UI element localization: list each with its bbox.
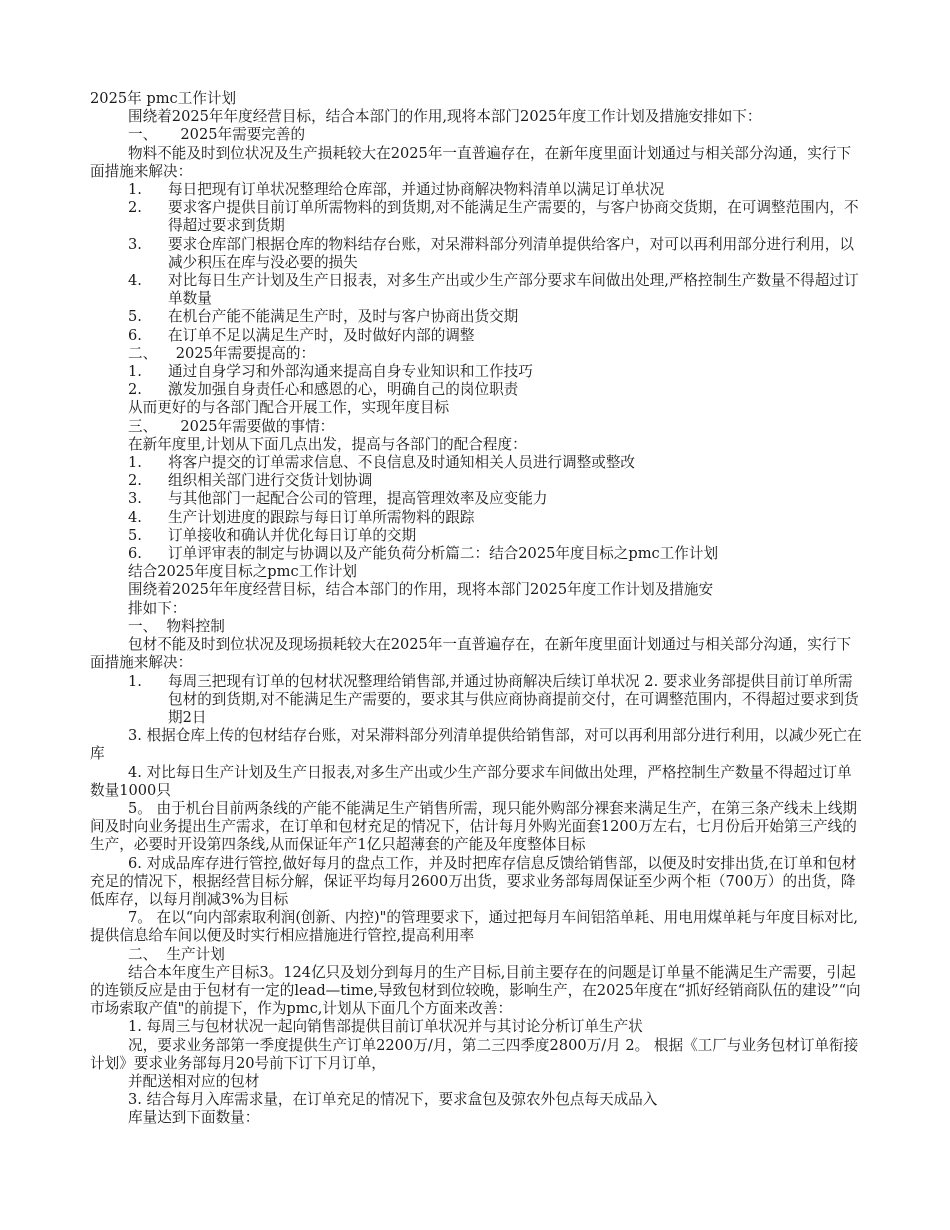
article-2-item-3: 3. 根据仓库上传的包材结存台账，对呆滞料部分列清单提供给销售部，对可以再利用部分进行利用，以减少死亡在库 [90,727,862,763]
article-2-plan-item-3-continued: 库量达到下面数量： [128,1109,260,1127]
list-item: 3. 要求仓库部门根据仓库的物料结存台账，对呆滞料部分列清单提供给客户，对可以再利用部分进行利用，以减少积压在库与没必要的损失 [128,235,854,271]
list-item: 2. 激发加强自身责任心和感恩的心，明确自己的岗位职责 [128,381,519,399]
section-2-list [90,363,862,399]
list-item: 6. 在订单不足以满足生产时，及时做好内部的调整 [128,326,475,344]
article-2-plan-item-3: 3. 结合每月入库需求量，在订单充足的情况下，要求盒包及弶农外包点每天成品入 [128,1091,658,1109]
article-2-intro-line-2: 排如下： [128,599,187,617]
article-2-section-2-lead: 结合本年度生产目标3。124亿只及划分到每月的生产目标,目前主要存在的问题是订单量不能满足生产需要，引起的连锁反应是由于包材有一定的lead—time,导致包材到位较晚，影响生产，在2025年度在“抓好经销商队伍的建设”“向市场索取产值"的前提下，作为pmc,计划从下面几个方面来改善： [90,963,861,1018]
list-item: 1. 每日把现有订单状况整理给仓库部，并通过协商解决物料清单以满足订单状况 [128,181,665,199]
section-heading-1: 一、 2025年需要完善的 [128,126,306,144]
list-item: 6. 订单评审表的制定与协调以及产能负荷分析篇二：结合2025年度目标之pmc工作计划 [128,545,719,563]
article-2-plan-item-1-continued-2: 并配送相对应的包材 [128,1072,260,1090]
section-1-lead: 物料不能及时到位状况及生产损耗较大在2025年一直普遍存在，在新年度里面计划通过与相关部分沟通，实行下面措施来解决： [90,144,852,180]
list-item: 2. 组织相关部门进行交货计划协调 [128,472,373,490]
section-heading-3: 三、 2025年需要做的事情： [128,417,335,435]
list-item: 1. 每周三把现有订单的包材状况整理给销售部,并通过协商解决后续订单状况 2. 要求业务部提供目前订单所需包材的到货期,对不能满足生产需要的，要求其与供应商协商提前交付，在可调整范围内，不得超过要求到货期2日 [128,672,859,726]
article-2-item-7: 7。 在以“向内部索取利润(创新、内控)"的管理要求下，通过把每月车间铝箔单耗、用电用煤单耗与年度目标对比,提供信息给车间以便及时实行相应措施进行管控,提高利用率 [90,909,859,945]
section-3-lead: 在新年度里,计划从下面几点出发，提高与各部门的配合程度： [128,435,527,453]
section-3-list [90,454,862,563]
section-1-list [90,181,862,345]
list-item: 2. 要求客户提供目前订单所需物料的到货期,对不能满足生产需要的，与客户协商交货期，在可调整范围内，不得超过要求到货期 [128,199,859,235]
list-item: 1. 将客户提交的订单需求信息、不良信息及时通知相关人员进行调整或整改 [128,454,636,472]
article-2-intro-line-1: 围绕着2025年年度经营目标，结合本部门的作用，现将本部门2025年度工作计划及措施安 [128,581,714,599]
article-2-item-6: 6. 对成品库存进行管控,做好每月的盘点工作，并及时把库存信息反馈给销售部，以便及时安排出货,在订单和包材充足的情况下，根据经营目标分解，保证平均每月2600万出货，要求业务部每周保证至少两个柜（700万）的出货，降低库存，以每月削减3%为目标 [90,854,857,908]
list-item: 5. 订单接收和确认并优化每日订单的交期 [128,526,417,544]
article-2-item-5: 5。 由于机台目前两条线的产能不能满足生产销售所需，现只能外购部分裸套来满足生产，在第三条产线未上线期间及时向业务提出生产需求，在订单和包材充足的情况下，估计每月外购光面套1200万左右，七月份后开始第三产线的生产，必要时开设第四条线,从而保证年产1亿只超薄套的产能及年度整体目标 [90,799,858,854]
list-item: 1. 通过自身学习和外部沟通来提高自身专业知识和工作技巧 [128,363,533,381]
list-item: 5. 在机台产能不能满足生产时，及时与客户协商出货交期 [128,308,519,326]
article-2-section-1-lead: 包材不能及时到位状况及现场损耗较大在2025年一直普遍存在，在新年度里面计划通过与相关部分沟通，实行下面措施来解决： [90,636,852,672]
list-item: 4. 生产计划进度的跟踪与每日订单所需物料的跟踪 [128,508,475,526]
doc-title: 2025年 pmc工作计划 [90,90,237,107]
list-item: 3. 与其他部门一起配合公司的管理，提高管理效率及应变能力 [128,490,548,508]
section-2-closing: 从而更好的与各部门配合开展工作，实现年度目标 [128,399,450,417]
intro-paragraph: 围绕着2025年年度经营目标，结合本部门的作用,现将本部门2025年度工作计划及措施安排如下： [128,108,762,126]
list-item: 4. 对比每日生产计划及生产日报表，对多生产出或少生产部分要求车间做出处理,严格控制生产数量不得超过订单数量 [128,272,859,308]
article-2-item-4: 4. 对比每日生产计划及生产日报表,对多生产出或少生产部分要求车间做出处理，严格控制生产数量不得超过订单数量1000只 [90,763,852,799]
article-2-section-heading-1: 一、 物料控制 [128,617,225,635]
article-2-section-heading-2: 二、 生产计划 [128,945,225,963]
article-2-title: 结合2025年度目标之pmc工作计划 [128,563,358,581]
article-2-plan-item-1-continued: 况，要求业务部第一季度提供生产订单2200万/月，第二三四季度2800万/月 2。 根据《工厂与业务包材订单衔接计划》要求业务部每月20号前下订下月订单， [90,1036,859,1072]
section-heading-2: 二、 2025年需要提高的： [128,344,316,362]
article-2-plan-item-1: 1. 每周三与包材状况一起向销售部提供目前订单状况并与其讨论分析订单生产状 [128,1018,643,1036]
